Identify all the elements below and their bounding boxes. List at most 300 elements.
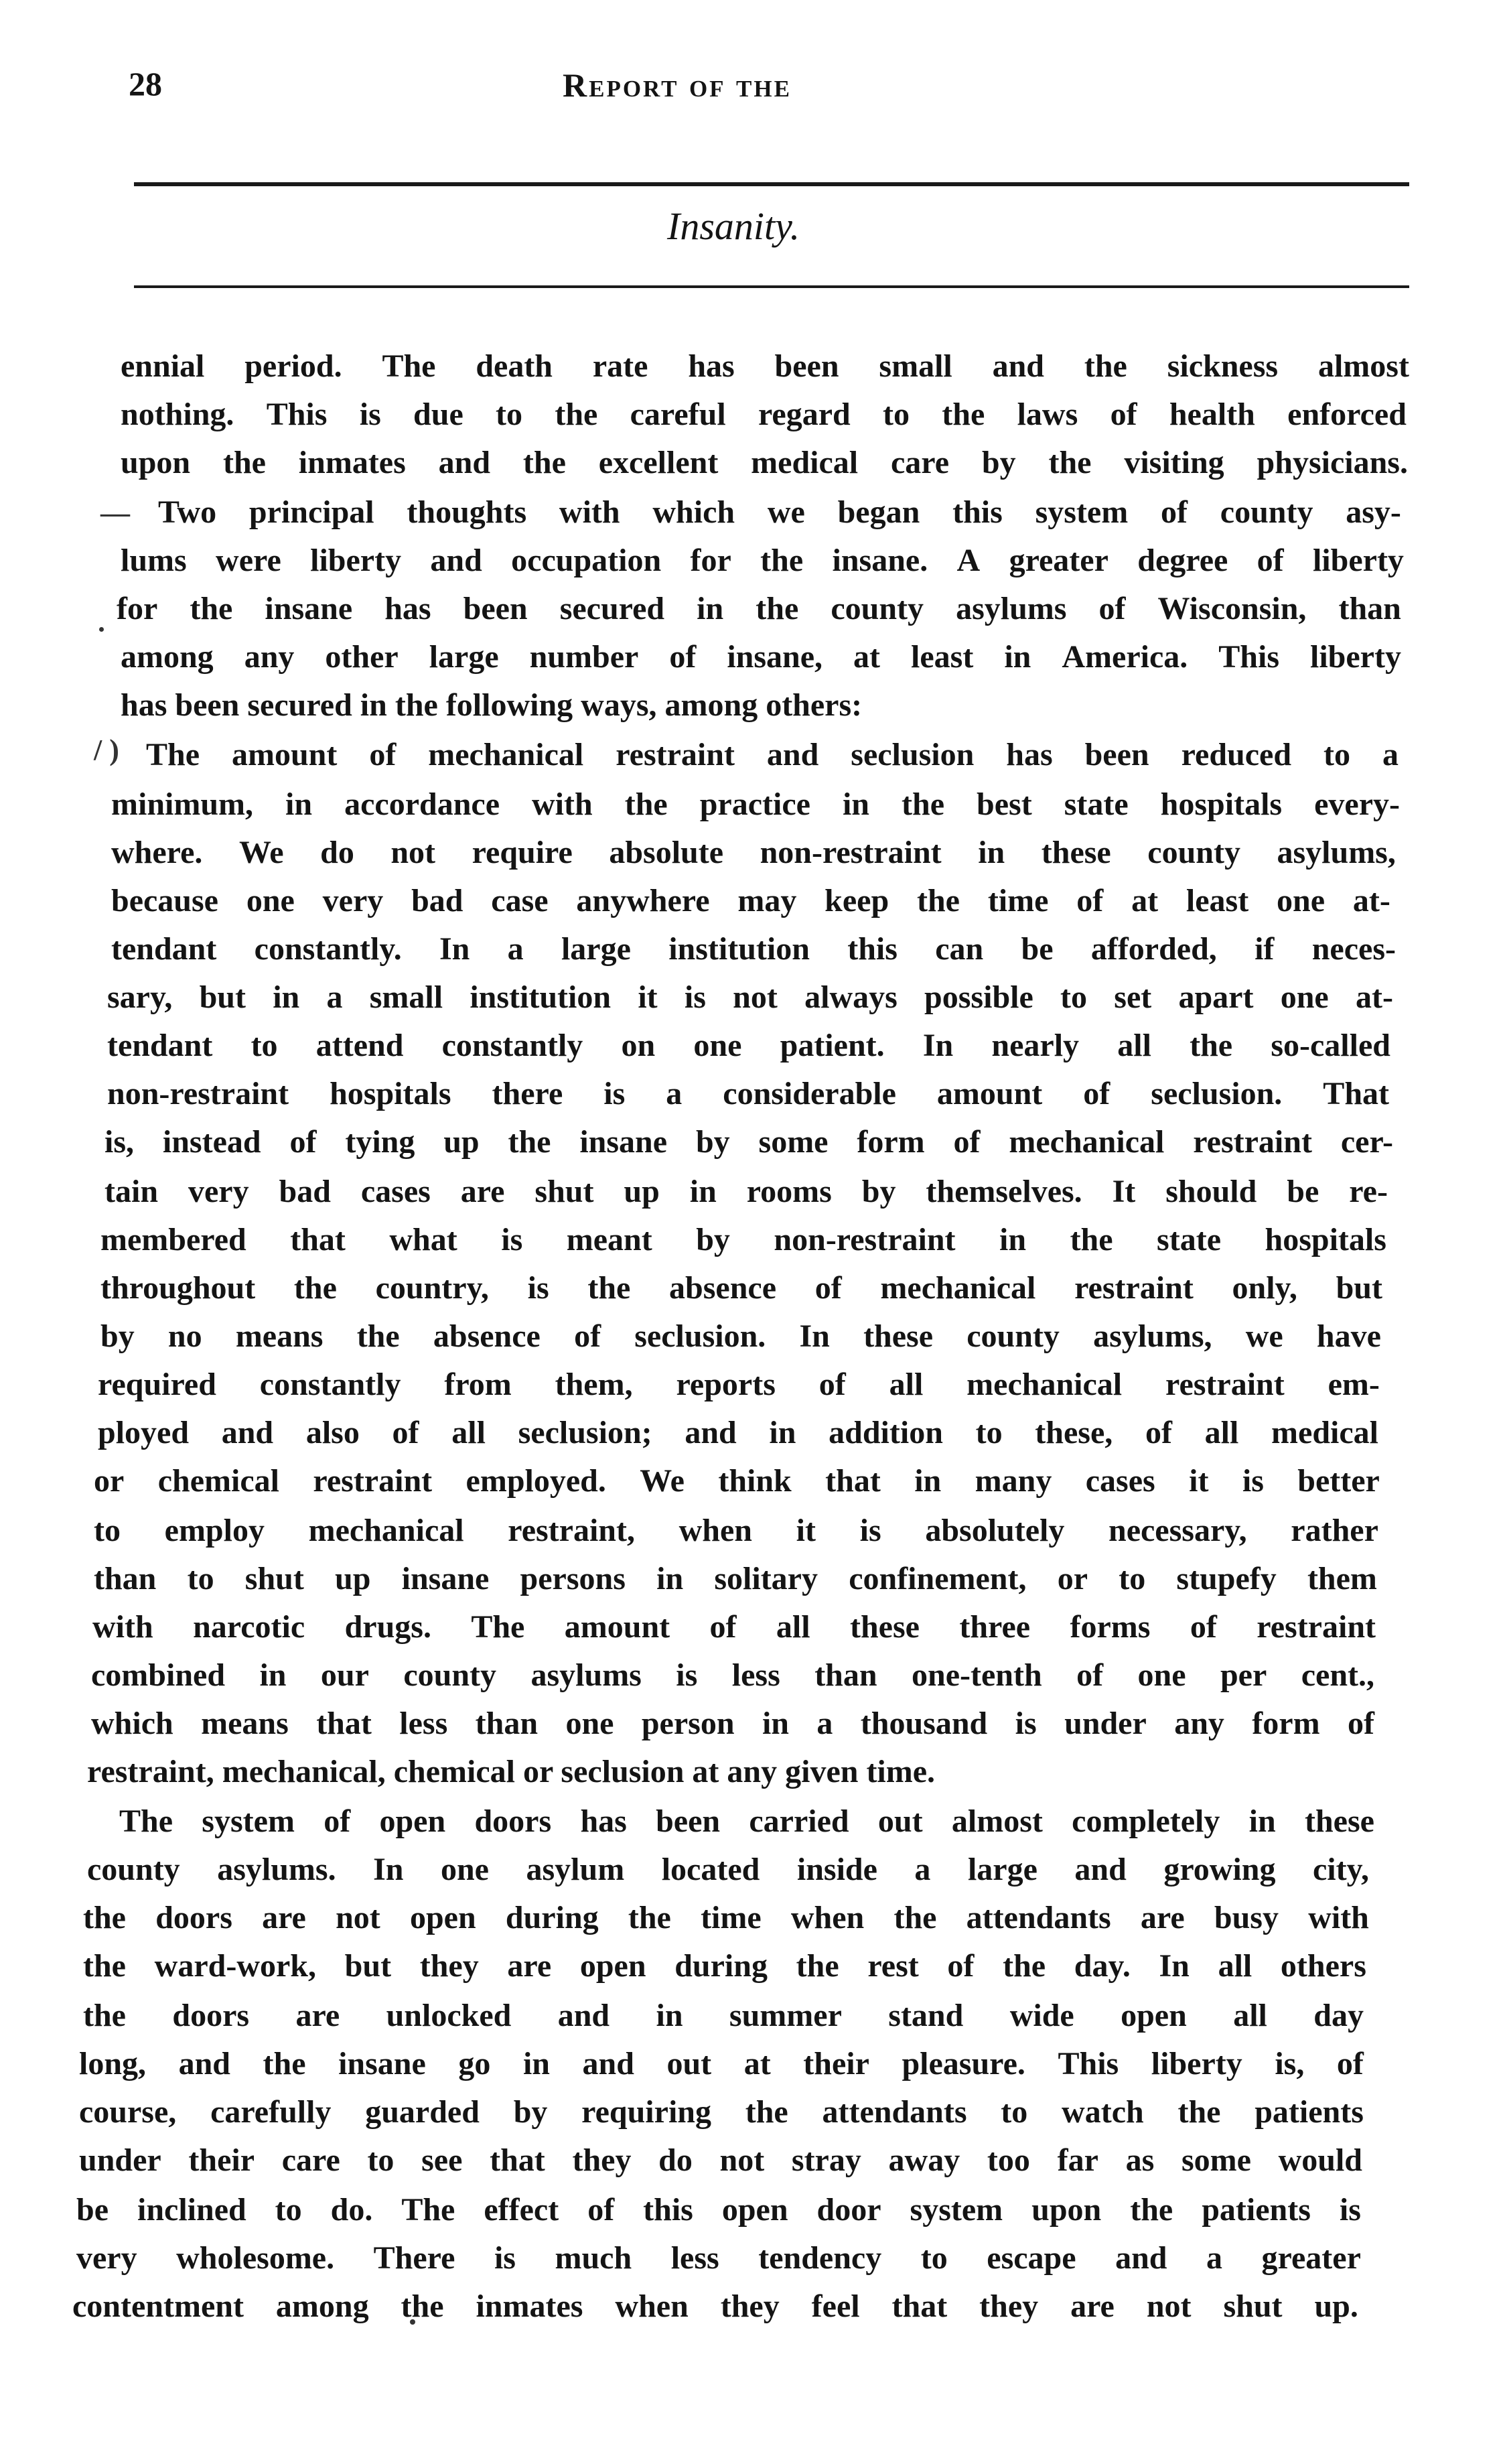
word: be — [1287, 1174, 1319, 1209]
word: person — [641, 1706, 735, 1741]
word: course, — [79, 2094, 177, 2130]
word: is — [603, 1076, 626, 1111]
word: of — [324, 1803, 351, 1839]
word: possible — [924, 979, 1033, 1015]
word: forms — [1070, 1609, 1151, 1645]
word: inside — [796, 1852, 877, 1887]
word: are — [262, 1900, 306, 1935]
text-line — [87, 1845, 1369, 1895]
text-line — [98, 1408, 1378, 1458]
word: the — [1048, 445, 1092, 480]
word: absence — [433, 1318, 541, 1354]
word: would — [1278, 2142, 1362, 2178]
word: doors — [474, 1803, 552, 1839]
word: is — [1242, 1463, 1264, 1499]
word: In — [1159, 1948, 1190, 1984]
word: tain — [104, 1174, 159, 1209]
word: the — [1177, 2094, 1221, 2130]
word: do — [320, 835, 354, 870]
word: asylums — [956, 591, 1067, 626]
word: state — [1157, 1222, 1221, 1257]
word: the — [745, 2094, 788, 2130]
word: patients — [1255, 2094, 1364, 2130]
word: when — [678, 1513, 752, 1548]
word: afforded, — [1090, 931, 1217, 967]
word: hospitals — [1265, 1222, 1386, 1257]
word: with — [1308, 1900, 1369, 1935]
text-line — [79, 2136, 1362, 2185]
word: all — [1204, 1415, 1239, 1450]
word: some — [758, 1124, 829, 1160]
word: one — [440, 1852, 489, 1887]
word: a — [326, 979, 343, 1015]
word: system — [1035, 494, 1129, 530]
word: liberty — [1151, 2046, 1242, 2081]
word: We — [640, 1463, 685, 1499]
word: stray — [791, 2142, 861, 2178]
word: keep — [825, 883, 889, 918]
word: constantly — [259, 1367, 401, 1402]
word: our — [320, 1657, 369, 1693]
word: by — [861, 1174, 896, 1209]
word: to — [883, 397, 910, 432]
word: is — [501, 1222, 523, 1257]
word: America. — [1062, 639, 1188, 675]
word: up. — [1314, 2288, 1358, 2324]
word: institution — [470, 979, 612, 1015]
word: door — [816, 2192, 881, 2228]
word: accordance — [344, 786, 500, 822]
word: when — [790, 1900, 865, 1935]
word: of — [1076, 883, 1104, 918]
text-line — [117, 584, 1401, 634]
word: best — [977, 786, 1032, 822]
word: long, — [79, 2046, 147, 2081]
word: patient. — [780, 1028, 885, 1063]
text-line — [107, 973, 1393, 1022]
word: so-called — [1271, 1028, 1390, 1063]
word: non-restraint — [760, 835, 942, 870]
text-line — [121, 536, 1404, 586]
word: in — [522, 2046, 550, 2081]
word: a — [816, 1706, 833, 1741]
word: wholesome. — [176, 2240, 335, 2276]
word: non-restraint — [107, 1076, 289, 1111]
word: this — [643, 2192, 693, 2228]
word: a — [666, 1076, 683, 1111]
word: of — [953, 1124, 981, 1160]
word: inmates — [298, 445, 406, 480]
word: insane — [338, 2046, 426, 2081]
word: the — [555, 397, 598, 432]
word: the — [587, 1270, 631, 1306]
word: in — [1004, 639, 1031, 675]
text-line — [94, 1456, 1380, 1506]
word: to — [1001, 2094, 1028, 2130]
word: This — [266, 397, 328, 432]
word: far — [1057, 2142, 1098, 2178]
text-line — [100, 1312, 1381, 1361]
text-line — [79, 2087, 1364, 2137]
word: in — [762, 1706, 789, 1741]
text-line — [76, 2185, 1361, 2235]
word: and — [582, 2046, 634, 2081]
word: are — [1140, 1900, 1185, 1935]
word: lums — [121, 543, 187, 578]
text-line — [100, 1215, 1386, 1265]
word: That — [1323, 1076, 1389, 1111]
word: of — [1257, 543, 1284, 578]
word: It — [1112, 1174, 1136, 1209]
word: asylums, — [1093, 1318, 1212, 1354]
word: is, — [1275, 2046, 1305, 2081]
word: small — [879, 348, 952, 384]
word: medical — [1271, 1415, 1378, 1450]
word: are — [507, 1948, 552, 1984]
word: form — [857, 1124, 925, 1160]
word: very — [188, 1174, 249, 1209]
word: we — [1245, 1318, 1283, 1354]
word: which — [652, 494, 735, 530]
word: the — [401, 2288, 444, 2324]
word: been — [1084, 737, 1149, 772]
word: to — [1060, 979, 1088, 1015]
word: laws — [1017, 397, 1078, 432]
word: of — [1110, 397, 1137, 432]
word: to — [187, 1561, 214, 1596]
word: think — [718, 1463, 792, 1499]
word: the — [756, 591, 799, 626]
word: The — [401, 2192, 455, 2228]
word: from — [444, 1367, 512, 1402]
word: it — [638, 979, 658, 1015]
word: attendants — [822, 2094, 967, 2130]
word: their — [188, 2142, 255, 2178]
word: under — [79, 2142, 161, 2178]
word: have — [1316, 1318, 1381, 1354]
word: only, — [1232, 1270, 1297, 1306]
word: stupefy — [1176, 1561, 1277, 1596]
word: a — [507, 931, 524, 967]
text-line — [100, 1263, 1382, 1313]
word: state — [1064, 786, 1129, 822]
word: is — [1339, 2192, 1361, 2228]
word: not — [1146, 2288, 1192, 2324]
word: because — [111, 883, 218, 918]
word: in — [914, 1463, 942, 1499]
word: there — [492, 1076, 563, 1111]
word: contentment — [72, 2288, 244, 2324]
word: every- — [1314, 786, 1400, 822]
word: very — [322, 883, 384, 918]
word: restraint — [616, 737, 735, 772]
word: nothing. — [121, 397, 234, 432]
word: constantly — [441, 1028, 583, 1063]
word: of — [392, 1415, 419, 1450]
word: The — [146, 737, 200, 772]
word: ward-work, — [154, 1948, 316, 1984]
word: county — [967, 1318, 1060, 1354]
word: seclusion. — [1151, 1076, 1283, 1111]
word: can — [935, 931, 984, 967]
word: that — [290, 1222, 346, 1257]
word: rather — [1291, 1513, 1378, 1548]
word: they — [572, 2142, 632, 2178]
word: the — [1070, 1222, 1113, 1257]
word: ennial — [121, 348, 205, 384]
word: insane — [579, 1124, 668, 1160]
word: restraint — [313, 1463, 433, 1499]
word: institution — [668, 931, 810, 967]
word: that — [490, 2142, 545, 2178]
word: em- — [1328, 1367, 1380, 1402]
word: to — [1323, 737, 1350, 772]
word: no — [167, 1318, 202, 1354]
word: in — [273, 979, 300, 1015]
word: regard — [758, 397, 851, 432]
word: is — [859, 1513, 881, 1548]
text-line — [121, 390, 1407, 439]
word: re- — [1349, 1174, 1388, 1209]
word: the — [760, 543, 804, 578]
word: secured — [559, 591, 665, 626]
word: too — [987, 2142, 1030, 2178]
word: number — [529, 639, 639, 675]
word: were — [216, 543, 281, 578]
word: at- — [1352, 883, 1390, 918]
word: up — [624, 1174, 660, 1209]
word: better — [1297, 1463, 1380, 1499]
word: cases — [360, 1174, 431, 1209]
word: persons — [520, 1561, 626, 1596]
word: is — [684, 979, 706, 1015]
word: but — [199, 979, 246, 1015]
word: where. — [111, 835, 203, 870]
word: means — [235, 1318, 324, 1354]
word: hospitals — [1160, 786, 1283, 822]
word: liberty — [310, 543, 402, 578]
word: be — [1021, 931, 1054, 967]
word: neces- — [1311, 931, 1396, 967]
word: of — [369, 737, 397, 772]
word: The — [471, 1609, 525, 1645]
word: case — [491, 883, 549, 918]
word: hospitals — [330, 1076, 451, 1111]
word: one-tenth — [912, 1657, 1042, 1693]
word: almost — [951, 1803, 1043, 1839]
word: not — [719, 2142, 765, 2178]
word: reduced — [1181, 737, 1292, 772]
word: mechanical — [308, 1513, 464, 1548]
word: all — [776, 1609, 810, 1645]
word: but — [1336, 1270, 1382, 1306]
word: restraint — [1074, 1270, 1194, 1306]
word: There — [373, 2240, 455, 2276]
word: medical — [751, 445, 859, 480]
word: all — [889, 1367, 924, 1402]
word: been — [656, 1803, 721, 1839]
word: rest — [867, 1948, 919, 1984]
word: require — [472, 835, 573, 870]
word: other — [325, 639, 399, 675]
word: up — [335, 1561, 371, 1596]
word: liberty — [1312, 543, 1404, 578]
word: all — [451, 1415, 486, 1450]
word: requiring — [581, 2094, 711, 2130]
word: unlocked — [386, 1998, 512, 2033]
margin-paren-mark: / ) — [94, 734, 119, 766]
word: of — [1098, 591, 1126, 626]
word: asylum — [526, 1852, 625, 1887]
word: and — [557, 1998, 610, 2033]
text-line — [94, 1506, 1378, 1556]
word: to — [250, 1028, 278, 1063]
word: upon — [121, 445, 191, 480]
word: upon — [1031, 2192, 1102, 2228]
word: amount — [564, 1609, 670, 1645]
margin-speck — [99, 627, 104, 632]
word: of — [1161, 494, 1188, 530]
word: a — [914, 1852, 931, 1887]
word: of — [587, 2192, 615, 2228]
text-line — [92, 1602, 1376, 1652]
word: narcotic — [193, 1609, 305, 1645]
word: due — [413, 397, 463, 432]
word: patients — [1202, 2192, 1311, 2228]
word: with — [559, 494, 620, 530]
word: degree — [1137, 543, 1228, 578]
word: has — [688, 348, 735, 384]
word: form — [1252, 1706, 1320, 1741]
word: enforced — [1287, 397, 1407, 432]
word: by — [100, 1318, 135, 1354]
word: reports — [676, 1367, 776, 1402]
word: has — [580, 1803, 627, 1839]
word: seclusion — [851, 737, 975, 772]
word: shut — [244, 1561, 304, 1596]
word: in — [1248, 1803, 1276, 1839]
word: attendants — [966, 1900, 1111, 1935]
word: in — [259, 1657, 287, 1693]
word: carried — [749, 1803, 849, 1839]
word: set — [1114, 979, 1152, 1015]
text-line — [83, 1991, 1364, 2041]
word: day. — [1074, 1948, 1131, 1984]
word: any — [1174, 1706, 1224, 1741]
word: is — [359, 397, 381, 432]
word: wide — [1009, 1998, 1074, 2033]
word: these — [863, 1318, 934, 1354]
word: practice — [699, 786, 810, 822]
word: bad — [279, 1174, 331, 1209]
word: doors — [172, 1998, 250, 2033]
word: chemical — [157, 1463, 279, 1499]
word: absolute — [609, 835, 724, 870]
word: with — [92, 1609, 153, 1645]
word: during — [505, 1900, 599, 1935]
word: not — [733, 979, 778, 1015]
word: city, — [1312, 1852, 1369, 1887]
word: attend — [315, 1028, 404, 1063]
margin-dash-mark: — — [100, 496, 130, 529]
word: amount — [231, 737, 338, 772]
word: stand — [888, 1998, 964, 2033]
word: it — [1189, 1463, 1209, 1499]
word: sickness — [1167, 348, 1279, 384]
word: open — [721, 2192, 788, 2228]
word: and — [766, 737, 819, 772]
word: one — [693, 1028, 742, 1063]
word: away — [888, 2142, 960, 2178]
text-line — [111, 876, 1390, 926]
word: by — [696, 1222, 730, 1257]
word: one — [1137, 1657, 1186, 1693]
word: country, — [375, 1270, 489, 1306]
word: shut — [1223, 2288, 1283, 2324]
word: is, — [104, 1124, 135, 1160]
word: amount — [936, 1076, 1043, 1111]
word: also — [305, 1415, 360, 1450]
word: tying — [345, 1124, 415, 1160]
word: completely — [1072, 1803, 1220, 1839]
word: these, — [1035, 1415, 1113, 1450]
word: of — [1190, 1609, 1217, 1645]
word: that — [891, 2288, 948, 2324]
word: and — [430, 543, 482, 578]
word: the — [83, 1900, 126, 1935]
word: the — [356, 1318, 400, 1354]
word: three — [959, 1609, 1031, 1645]
word: system — [202, 1803, 295, 1839]
word: and — [221, 1415, 274, 1450]
word: asy- — [1346, 494, 1401, 530]
word: county — [403, 1657, 497, 1693]
word: open — [409, 1900, 476, 1935]
word: system — [910, 2192, 1003, 2228]
word: under — [1064, 1706, 1147, 1741]
word: the — [1130, 2192, 1173, 2228]
word: restraint, — [508, 1513, 635, 1548]
word: and — [1115, 2240, 1167, 2276]
word: of — [1076, 1657, 1104, 1693]
word: absolutely — [925, 1513, 1065, 1548]
word: all — [1233, 1998, 1267, 2033]
word: less — [399, 1706, 448, 1741]
word: by — [513, 2094, 548, 2130]
word: least — [911, 639, 974, 675]
word: small — [369, 979, 443, 1015]
word: the — [508, 1124, 551, 1160]
word: throughout — [100, 1270, 256, 1306]
word: In — [799, 1318, 830, 1354]
text-line — [104, 1167, 1388, 1217]
word: apart — [1178, 979, 1254, 1015]
word: these — [1304, 1803, 1374, 1839]
word: out — [666, 2046, 712, 2081]
word: but — [344, 1948, 392, 1984]
word: are — [460, 1174, 505, 1209]
word: necessary, — [1108, 1513, 1247, 1548]
text-line — [72, 2282, 1358, 2331]
word: absence — [669, 1270, 777, 1306]
word: as — [1125, 2142, 1155, 2178]
word: large — [561, 931, 631, 967]
word: careful — [630, 397, 726, 432]
word: addition — [829, 1415, 943, 1450]
word: greater — [1009, 543, 1108, 578]
word: of — [1083, 1076, 1111, 1111]
word: to — [94, 1513, 121, 1548]
